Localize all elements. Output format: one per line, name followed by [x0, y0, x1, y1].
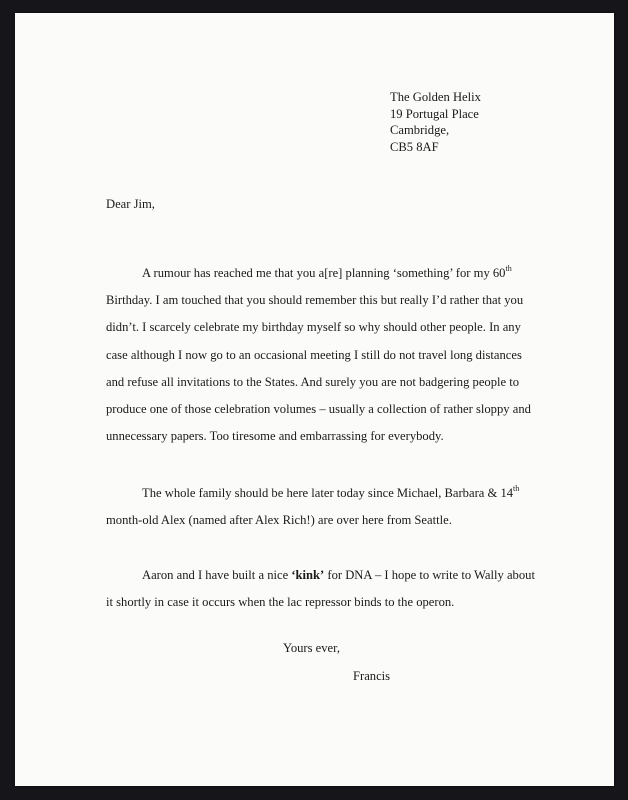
paragraph-3-bold-term: ‘kink’	[291, 568, 325, 582]
letter-page	[15, 13, 614, 786]
paragraph-3-text-a: Aaron and I have built a nice	[142, 568, 292, 582]
address-line-4: CB5 8AF	[390, 139, 439, 154]
paragraph-1-text-a: A rumour has reached me that you a[re] planning ‘something’ for my 60	[142, 266, 506, 280]
address-line-2: 19 Portugal Place	[390, 106, 479, 121]
salutation: Dear Jim,	[106, 197, 155, 211]
paragraph-dna	[106, 562, 538, 616]
paragraph-1-superscript: th	[505, 263, 512, 273]
paragraph-2-superscript: th	[513, 483, 520, 493]
paragraph-2-text-b: month-old Alex (named after Alex Rich!) are over here from Seattle.	[106, 513, 452, 528]
address-line-3: Cambridge,	[390, 123, 450, 137]
sender-address	[390, 89, 481, 155]
signature: Francis	[353, 669, 391, 683]
paragraph-birthday	[106, 260, 538, 450]
letter-body	[15, 13, 614, 786]
paragraph-3-text-b: for DNA – I hope to write to Wally about it shortly in case it occurs when the lac repressor binds to the operon.	[106, 568, 535, 610]
paragraph-family	[106, 480, 538, 534]
closing: Yours ever,	[283, 641, 340, 655]
paragraph-2-text-a: The whole family should be here later today since Michael, Barbara & 14	[142, 486, 514, 500]
address-line-1: The Golden Helix	[390, 90, 481, 104]
paragraph-1-text-b: Birthday. I am touched that you should remember this but really I’d rather that you didn’t. I scarcely celebrate my birthday myself so why should other people. In any case although I now go to an occasional meeting I still do not travel long distances and refuse all invitations to the States. And surely you are not badgering people to produce one of those celebration volumes – usually a collection of rather sloppy and unnecessary papers. Too tiresome and embarrassing for everybody.	[106, 293, 531, 444]
